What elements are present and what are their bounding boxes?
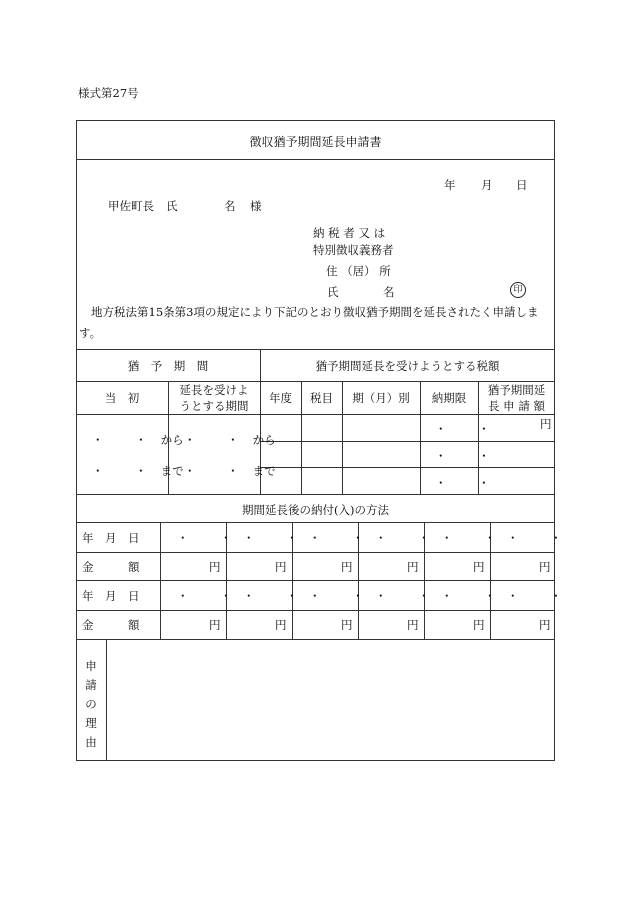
- payment-date-cell: ・ ・: [243, 531, 312, 545]
- amount-header: [478, 382, 555, 414]
- divider: [76, 414, 555, 415]
- applicant-name-shi: 氏: [327, 285, 339, 299]
- date-label-1: 年 月 日: [82, 531, 140, 545]
- payment-date-cell: ・ ・: [507, 531, 576, 545]
- payment-yen-cell: 円: [539, 560, 551, 574]
- statement-line1: 地方税法第15条第3項の規定により下記のとおり徴収猶予期間を延長されたく申請しま: [91, 305, 539, 319]
- form-number: 様式第27号: [78, 86, 139, 100]
- payment-date-cell: ・ ・: [243, 589, 312, 603]
- payment-yen-cell: 円: [407, 560, 419, 574]
- deadline-dots-1: ・ ・: [435, 422, 504, 436]
- payment-yen-cell: 円: [275, 560, 287, 574]
- year-header: 年度: [269, 391, 292, 405]
- payment-yen-cell: 円: [341, 618, 353, 632]
- payment-yen-cell: 円: [473, 560, 485, 574]
- payment-date-cell: ・ ・: [177, 531, 246, 545]
- payment-yen-cell: 円: [407, 618, 419, 632]
- payment-date-cell: ・ ・: [177, 589, 246, 603]
- payment-date-cell: ・ ・: [441, 531, 510, 545]
- tax-amount-header: 猶予期間延長を受けようとする税額: [315, 359, 500, 373]
- payment-yen-cell: 円: [539, 618, 551, 632]
- payment-method-header: 期間延長後の納付(入)の方法: [242, 503, 389, 517]
- addressee-shi: 氏: [166, 199, 178, 213]
- addressee-office: 甲佐町長: [108, 199, 154, 213]
- payment-yen-cell: 円: [275, 618, 287, 632]
- applicant-line2: 特別徴収義務者: [313, 243, 394, 257]
- amount-label-1: 金 額: [82, 560, 140, 574]
- period-header: 期（月）別: [352, 391, 410, 405]
- date-day: 日: [516, 178, 528, 192]
- date-month: 月: [481, 178, 493, 192]
- reason-label: 申請の理由: [85, 659, 97, 749]
- payment-date-cell: ・ ・: [309, 531, 378, 545]
- applicant-line1: 納 税 者 又 は: [313, 226, 386, 240]
- divider: [76, 610, 555, 611]
- date-year: 年: [444, 178, 456, 192]
- payment-yen-cell: 円: [473, 618, 485, 632]
- date-label-2: 年 月 日: [82, 589, 140, 603]
- extension-from: ・ ・から: [184, 433, 276, 447]
- payment-date-cell: ・ ・: [441, 589, 510, 603]
- initial-header: 当 初: [104, 391, 140, 405]
- yen-mark: 円: [540, 417, 552, 431]
- initial-from: ・ ・から: [92, 433, 184, 447]
- amount-line2: 長 申 請 額: [488, 399, 545, 413]
- applicant-address-label: 住 （居） 所: [326, 264, 391, 278]
- payment-yen-cell: 円: [209, 618, 221, 632]
- extension-line2: うとする期間: [179, 399, 249, 413]
- addressee-sama: 様: [250, 199, 262, 213]
- extension-period-header: [168, 382, 260, 414]
- deadline-dots-2: ・ ・: [435, 449, 504, 463]
- amount-label-2: 金 額: [82, 618, 140, 632]
- applicant-name-mei: 名: [383, 285, 395, 299]
- payment-yen-cell: 円: [209, 560, 221, 574]
- divider: [76, 494, 555, 495]
- addressee-mei: 名: [224, 199, 236, 213]
- payment-date-cell: ・ ・: [375, 589, 444, 603]
- divider: [76, 159, 555, 160]
- initial-until: ・ ・まで: [92, 464, 184, 478]
- divider: [76, 522, 555, 523]
- amount-line1: 猶予期間延: [487, 383, 546, 397]
- divider: [76, 639, 555, 640]
- divider: [76, 580, 555, 581]
- divider: [260, 441, 555, 442]
- extension-line1: 延長を受けよ: [179, 383, 249, 397]
- grace-period-header: 猶 予 期 間: [127, 359, 209, 373]
- statement-line2: す。: [79, 326, 102, 340]
- deadline-dots-3: ・ ・: [435, 476, 504, 490]
- payment-date-cell: ・ ・: [507, 589, 576, 603]
- seal-mark: 印: [510, 282, 526, 298]
- payment-date-cell: ・ ・: [375, 531, 444, 545]
- payment-yen-cell: 円: [341, 560, 353, 574]
- deadline-header: 納期限: [431, 391, 467, 405]
- divider: [76, 552, 555, 553]
- form-title: 徴収猶予期間延長申請書: [249, 135, 382, 149]
- extension-until: ・ ・まで: [184, 464, 276, 478]
- tax-item-header: 税目: [310, 391, 333, 405]
- divider: [260, 467, 555, 468]
- payment-date-cell: ・ ・: [309, 589, 378, 603]
- divider: [106, 639, 107, 761]
- divider: [160, 522, 161, 639]
- divider: [76, 349, 555, 350]
